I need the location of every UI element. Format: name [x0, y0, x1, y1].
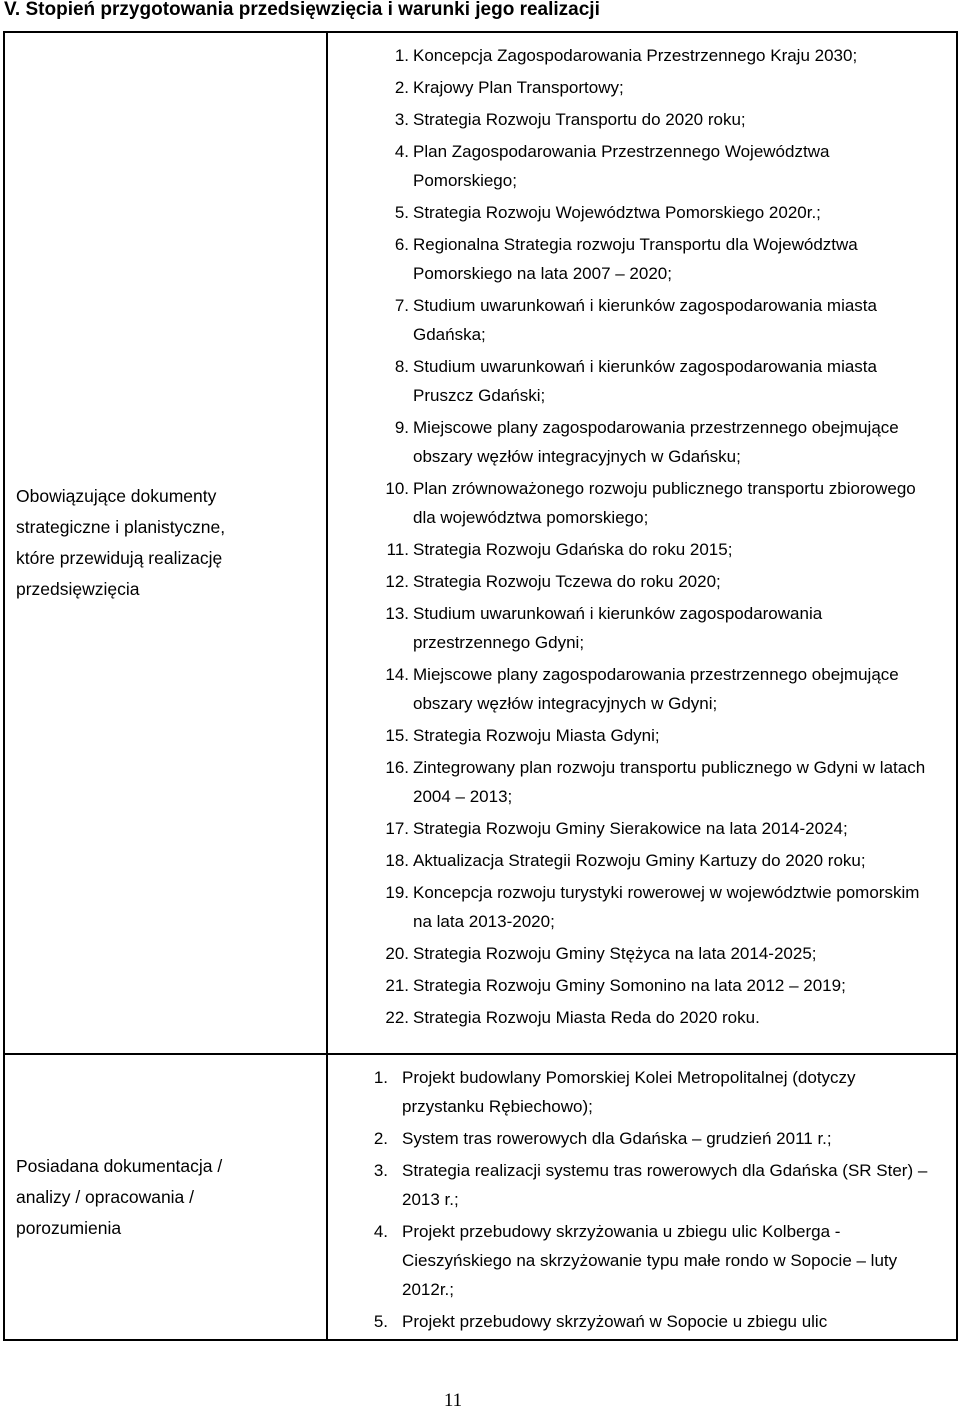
- item-text: Projekt przebudowy skrzyżowania u zbiegu ulic Kolberga - Cieszyńskiego na skrzyżowanie typu małe rondo w Sopocie – luty 2012r.;: [402, 1222, 898, 1299]
- item-text: Aktualizacja Strategii Rozwoju Gminy Kartuzy do 2020 roku;: [413, 851, 866, 870]
- item-number: 8.: [394, 357, 409, 376]
- list-item: [328, 1003, 956, 1032]
- item-number: 3.: [373, 1161, 388, 1180]
- list-item: [328, 291, 956, 349]
- item-number: 4.: [373, 1222, 388, 1241]
- label-line: strategiczne i planistyczne,: [16, 517, 226, 537]
- list-item: [328, 660, 956, 718]
- item-number: 22.: [385, 1008, 409, 1027]
- item-text: Zintegrowany plan rozwoju transportu publicznego w Gdyni w latach 2004 – 2013;: [413, 758, 926, 806]
- list-item: [328, 73, 956, 102]
- item-number: 18.: [385, 851, 409, 870]
- item-text: Koncepcja Zagospodarowania Przestrzennego Kraju 2030;: [413, 46, 858, 65]
- item-number: 4.: [394, 142, 409, 161]
- item-text: Plan zrównoważonego rozwoju publicznego transportu zbiorowego dla województwa pomorskiego;: [413, 479, 916, 527]
- item-number: 17.: [385, 819, 409, 838]
- item-number: 6.: [394, 235, 409, 254]
- list-item: [328, 474, 956, 532]
- row-label-strategic-documents: [4, 32, 327, 1054]
- list-item: [328, 599, 956, 657]
- item-number: 5.: [394, 203, 409, 222]
- item-text: Strategia Rozwoju Miasta Reda do 2020 roku.: [413, 1008, 760, 1027]
- list-item: [328, 1156, 956, 1214]
- item-number: 20.: [385, 944, 409, 963]
- documentation-list: [328, 1055, 956, 1336]
- item-number: 15.: [385, 726, 409, 745]
- list-item: [328, 41, 956, 70]
- item-number: 10.: [385, 479, 409, 498]
- strategic-documents-list: [328, 33, 956, 1032]
- item-number: 9.: [394, 418, 409, 437]
- item-number: 19.: [385, 883, 409, 902]
- item-number: 5.: [373, 1312, 388, 1331]
- item-text: Projekt budowlany Pomorskiej Kolei Metropolitalnej (dotyczy przystanku Rębiechowo);: [402, 1068, 856, 1116]
- label-line: porozumienia: [16, 1217, 122, 1238]
- item-number: 1.: [394, 46, 409, 65]
- requirements-table: [3, 31, 958, 1341]
- label-line: Obowiązujące dokumenty: [16, 486, 217, 506]
- list-item: [328, 230, 956, 288]
- list-item: [328, 198, 956, 227]
- list-item: [328, 1307, 956, 1336]
- item-text: Strategia Rozwoju Miasta Gdyni;: [413, 726, 660, 745]
- item-text: System tras rowerowych dla Gdańska – grudzień 2011 r.;: [402, 1129, 832, 1148]
- item-text: Strategia Rozwoju Gminy Somonino na lata 2012 – 2019;: [413, 976, 846, 995]
- item-text: Strategia Rozwoju Województwa Pomorskiego 2020r.;: [413, 203, 821, 222]
- item-text: Miejscowe plany zagospodarowania przestrzennego obejmujące obszary węzłów integracyjnych w Gdyni;: [413, 665, 899, 713]
- item-number: 2.: [394, 78, 409, 97]
- list-item: [328, 721, 956, 750]
- item-text: Strategia Rozwoju Gminy Stężyca na lata 2014-2025;: [413, 944, 817, 963]
- row-items-documentation: [327, 1054, 957, 1340]
- item-number: 1.: [373, 1068, 388, 1087]
- item-text: Studium uwarunkowań i kierunków zagospodarowania miasta Pruszcz Gdański;: [413, 357, 877, 405]
- item-text: Strategia Rozwoju Gdańska do roku 2015;: [413, 540, 733, 559]
- item-text: Regionalna Strategia rozwoju Transportu dla Województwa Pomorskiego na lata 2007 – 2020;: [413, 235, 858, 283]
- table-row-strategic-documents: [4, 32, 957, 1054]
- list-item: [328, 1124, 956, 1153]
- list-item: [328, 1063, 956, 1121]
- list-item: [328, 1217, 956, 1304]
- list-item: [328, 137, 956, 195]
- item-text: Strategia Rozwoju Gminy Sierakowice na lata 2014-2024;: [413, 819, 848, 838]
- list-item: [328, 878, 956, 936]
- item-number: 11.: [386, 540, 409, 559]
- item-number: 2.: [373, 1129, 388, 1148]
- list-item: [328, 939, 956, 968]
- item-number: 13.: [385, 604, 409, 623]
- section-heading: V. Stopień przygotowania przedsięwzięcia i warunki jego realizacji: [4, 0, 600, 20]
- list-item: [328, 413, 956, 471]
- list-item: [328, 971, 956, 1000]
- item-text: Studium uwarunkowań i kierunków zagospodarowania miasta Gdańska;: [413, 296, 877, 344]
- label-line: które przewidują realizację: [16, 548, 223, 568]
- item-number: 14.: [385, 665, 409, 684]
- item-text: Koncepcja rozwoju turystyki rowerowej w województwie pomorskim na lata 2013-2020;: [413, 883, 920, 931]
- label-line: Posiadana dokumentacja /: [16, 1155, 223, 1176]
- list-item: [328, 753, 956, 811]
- item-text: Studium uwarunkowań i kierunków zagospodarowania przestrzennego Gdyni;: [413, 604, 823, 652]
- item-text: Strategia realizacji systemu tras rowerowych dla Gdańska (SR Ster) – 2013 r.;: [402, 1161, 928, 1209]
- list-item: [328, 535, 956, 564]
- page-number: 11: [443, 1390, 463, 1411]
- list-item: [328, 105, 956, 134]
- item-number: 12.: [385, 572, 409, 591]
- item-text: Projekt przebudowy skrzyżowań w Sopocie u zbiegu ulic: [402, 1312, 828, 1331]
- item-number: 16.: [385, 758, 409, 777]
- list-item: [328, 567, 956, 596]
- item-text: Krajowy Plan Transportowy;: [413, 78, 624, 97]
- row-label-documentation: [4, 1054, 327, 1340]
- list-item: [328, 846, 956, 875]
- item-text: Strategia Rozwoju Transportu do 2020 roku;: [413, 110, 746, 129]
- list-item: [328, 814, 956, 843]
- row-items-strategic-documents: [327, 32, 957, 1054]
- label-line: analizy / opracowania /: [16, 1186, 195, 1207]
- item-number: 7.: [394, 296, 409, 315]
- item-number: 3.: [394, 110, 409, 129]
- item-text: Plan Zagospodarowania Przestrzennego Województwa Pomorskiego;: [413, 142, 830, 190]
- item-text: Strategia Rozwoju Tczewa do roku 2020;: [413, 572, 721, 591]
- table-row-documentation: [4, 1054, 957, 1340]
- item-text: Miejscowe plany zagospodarowania przestrzennego obejmujące obszary węzłów integracyjnych w Gdańsku;: [413, 418, 899, 466]
- label-line: przedsięwzięcia: [16, 579, 140, 599]
- item-number: 21.: [385, 976, 409, 995]
- list-item: [328, 352, 956, 410]
